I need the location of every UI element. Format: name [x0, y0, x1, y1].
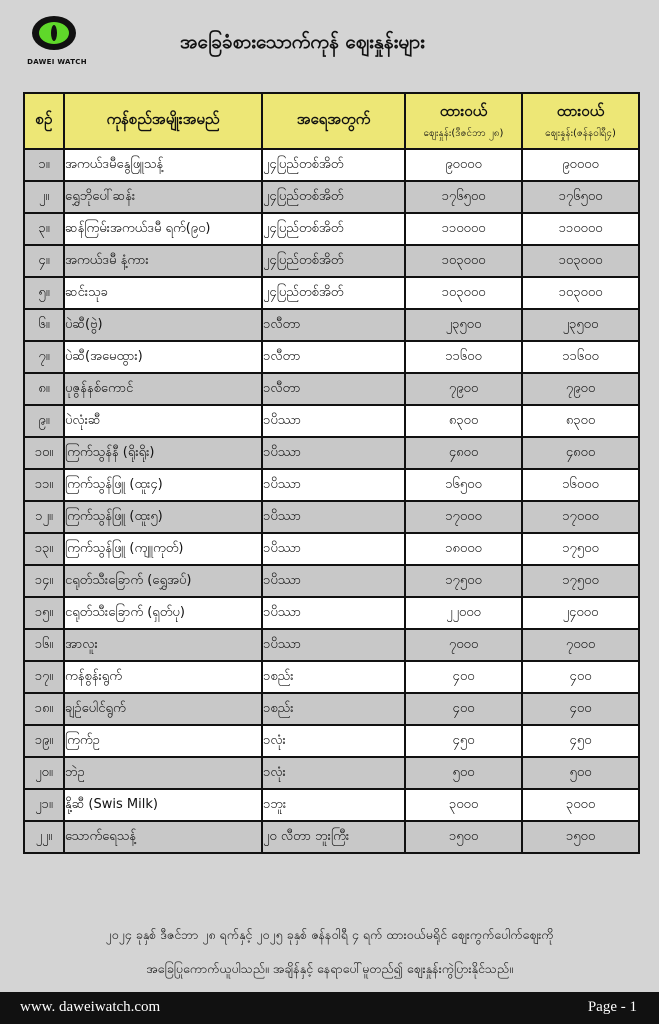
- table-row: [24, 245, 639, 277]
- row-number: ၂၀။: [24, 757, 64, 789]
- item-unit: ၁လုံး: [262, 725, 405, 757]
- item-unit: ၂၄ပြည်တစ်အိတ်: [262, 149, 405, 181]
- table-row: [24, 629, 639, 661]
- item-name: သောက်ရေသန့်: [64, 821, 262, 853]
- page-header: [0, 0, 659, 86]
- item-unit: ၁စည်း: [262, 693, 405, 725]
- table-row: [24, 469, 639, 501]
- price-december: ၈၃၀၀: [405, 405, 522, 437]
- table-row: [24, 725, 639, 757]
- price-january: ၁၆၀၀၀: [522, 469, 639, 501]
- item-name: ကြက်သွန်ဖြူ (ထူး၄): [64, 469, 262, 501]
- page-title: အခြေခံစားသောက်ကုန် ဈေးနှုန်းများ: [180, 31, 425, 53]
- item-name: ငရုတ်သီးခြောက် (ရွှေအပ်): [64, 565, 262, 597]
- logo-text: DAWEI WATCH: [27, 58, 87, 66]
- price-december: ၁၀၃၀၀၀: [405, 277, 522, 309]
- table-row: [24, 565, 639, 597]
- item-unit: ၁ပိဿာ: [262, 469, 405, 501]
- item-name: ပဲလုံးဆီ: [64, 405, 262, 437]
- col-header-no: စဉ်: [24, 93, 64, 149]
- price-december: ၁၁၆၀၀: [405, 341, 522, 373]
- price-january: ၇၀၀၀: [522, 629, 639, 661]
- col-header-price-dec-sub: ဈေးနှုန်း(ဒီဇင်ဘာ ၂၈): [423, 127, 504, 139]
- row-number: ၂။: [24, 181, 64, 213]
- item-unit: ၂၄ပြည်တစ်အိတ်: [262, 245, 405, 277]
- item-name: ပဲဆီ(ဗွဲ): [64, 309, 262, 341]
- item-name: ပဲဆီ(အမေထွား): [64, 341, 262, 373]
- item-unit: ၂၄ပြည်တစ်အိတ်: [262, 277, 405, 309]
- price-january: ၁၇၅၀၀: [522, 533, 639, 565]
- price-january: ၅၀၀: [522, 757, 639, 789]
- item-unit: ၁လုံး: [262, 757, 405, 789]
- price-january: ၄၀၀: [522, 693, 639, 725]
- table-row: [24, 597, 639, 629]
- price-table: [23, 92, 640, 854]
- table-row: [24, 757, 639, 789]
- table-row: [24, 693, 639, 725]
- col-header-price-jan-sub: ဈေးနှုန်း(ဇန်နဝါရီ၄): [545, 127, 616, 139]
- row-number: ၄။: [24, 245, 64, 277]
- price-january: ၈၃၀၀: [522, 405, 639, 437]
- item-name: ဘဲဥ: [64, 757, 262, 789]
- price-january: ၁၁၀၀၀၀: [522, 213, 639, 245]
- row-number: ၁၈။: [24, 693, 64, 725]
- row-number: ၁၃။: [24, 533, 64, 565]
- row-number: ၁၇။: [24, 661, 64, 693]
- item-unit: ၂၄ပြည်တစ်အိတ်: [262, 181, 405, 213]
- price-december: ၁၆၅၀၀: [405, 469, 522, 501]
- item-name: ကြက်သွန်ဖြူ (ထူး၅): [64, 501, 262, 533]
- table-row: [24, 309, 639, 341]
- footer-url[interactable]: www. daweiwatch.com: [20, 999, 161, 1015]
- item-name: အကယ်ဒမီနွေဖြူသန့်: [64, 149, 262, 181]
- item-unit: ၁လီတာ: [262, 373, 405, 405]
- row-number: ၉။: [24, 405, 64, 437]
- item-unit: ၁လီတာ: [262, 309, 405, 341]
- item-name: ရွှေဘိုပေါ်ဆန်း: [64, 181, 262, 213]
- price-january: ၉၀၀၀၀: [522, 149, 639, 181]
- price-december: ၇၉၀၀: [405, 373, 522, 405]
- item-name: ငရုတ်သီးခြောက် (ရှတ်ပု): [64, 597, 262, 629]
- table-row: [24, 181, 639, 213]
- price-december: ၄၀၀: [405, 661, 522, 693]
- row-number: ၁၆။: [24, 629, 64, 661]
- table-row: [24, 373, 639, 405]
- page-number: Page - 1: [587, 999, 637, 1015]
- price-december: ၁၁၀၀၀၀: [405, 213, 522, 245]
- price-december: ၁၇၅၀၀: [405, 565, 522, 597]
- price-january: ၁၁၆၀၀: [522, 341, 639, 373]
- price-january: ၁၅၀၀: [522, 821, 639, 853]
- note-line-1: ၂၀၂၄ ခုနှစ် ဒီဇင်ဘာ ၂၈ ရက်နှင့် ၂၀၂၅ ခုနှစ် ဇန်နဝါရီ ၄ ရက် ထားဝယ်မရိုင် ဈေးကွက်ပေါက်ဈေးကို: [105, 927, 554, 942]
- note-line-2: အခြေပြုကောက်ယူပါသည်။ အချိန်နှင့် နေရာပေါ်မူတည်၍ ဈေးနှုန်းကွဲပြားနိုင်သည်။: [146, 961, 513, 976]
- item-name: ချဉ်ပေါင်ရွက်: [64, 693, 262, 725]
- price-december: ၉၀၀၀၀: [405, 149, 522, 181]
- item-unit: ၂၄ပြည်တစ်အိတ်: [262, 213, 405, 245]
- price-december: ၁၀၃၀၀၀: [405, 245, 522, 277]
- item-unit: ၁ပိဿာ: [262, 437, 405, 469]
- table-row: [24, 661, 639, 693]
- table-row: [24, 405, 639, 437]
- item-name: ကန်စွန်းရွက်: [64, 661, 262, 693]
- col-header-price-jan-title: ထားဝယ်: [556, 101, 605, 120]
- item-unit: ၁ပိဿာ: [262, 533, 405, 565]
- table-row: [24, 501, 639, 533]
- table-row: [24, 277, 639, 309]
- item-name: ကြက်သွန်နီ (ရိုးရိုး): [64, 437, 262, 469]
- col-header-price-jan: [522, 93, 639, 149]
- price-january: ၄၀၀: [522, 661, 639, 693]
- item-name: အကယ်ဒမီ နံ့ကား: [64, 245, 262, 277]
- table-header-row: [24, 93, 639, 149]
- row-number: ၁၄။: [24, 565, 64, 597]
- price-december: ၁၇၀၀၀: [405, 501, 522, 533]
- price-december: ၄၈၀၀: [405, 437, 522, 469]
- price-note: [20, 918, 639, 986]
- eye-icon: [32, 16, 76, 50]
- item-unit: ၁လီတာ: [262, 341, 405, 373]
- col-header-item: ကုန်စည်အမျိုးအမည်: [64, 93, 262, 149]
- price-january: ၁၇၆၅၀၀: [522, 181, 639, 213]
- row-number: ၅။: [24, 277, 64, 309]
- col-header-price-dec-title: ထားဝယ်: [439, 101, 488, 120]
- row-number: ၁၀။: [24, 437, 64, 469]
- price-december: ၃၀၀၀: [405, 789, 522, 821]
- price-december: ၁၇၆၅၀၀: [405, 181, 522, 213]
- price-january: ၁၀၃၀၀၀: [522, 245, 639, 277]
- item-name: အာလူး: [64, 629, 262, 661]
- col-header-price-dec: [405, 93, 522, 149]
- row-number: ၈။: [24, 373, 64, 405]
- price-december: ၇၀၀၀: [405, 629, 522, 661]
- table-row: [24, 533, 639, 565]
- item-unit: ၁ပိဿာ: [262, 565, 405, 597]
- item-name: ပုဇွန်နစ်ကောင်: [64, 373, 262, 405]
- row-number: ၂၂။: [24, 821, 64, 853]
- item-name: ကြက်ဥ: [64, 725, 262, 757]
- item-name: ဆန်ကြမ်းအကယ်ဒမီ ရက်(၉၀): [64, 213, 262, 245]
- price-january: ၄၈၀၀: [522, 437, 639, 469]
- price-january: ၂၃၅၀၀: [522, 309, 639, 341]
- item-name: နို့ဆီ (Swis Milk): [64, 789, 262, 821]
- price-january: ၁၀၃၀၀၀: [522, 277, 639, 309]
- item-name: ဆင်းသုခ: [64, 277, 262, 309]
- table-row: [24, 821, 639, 853]
- row-number: ၇။: [24, 341, 64, 373]
- table-row: [24, 341, 639, 373]
- row-number: ၁၉။: [24, 725, 64, 757]
- price-december: ၁၅၀၀: [405, 821, 522, 853]
- row-number: ၁၁။: [24, 469, 64, 501]
- table-row: [24, 149, 639, 181]
- price-january: ၂၄၀၀၀: [522, 597, 639, 629]
- row-number: ၃။: [24, 213, 64, 245]
- price-december: ၂၃၅၀၀: [405, 309, 522, 341]
- item-unit: ၁ပိဿာ: [262, 597, 405, 629]
- row-number: ၁။: [24, 149, 64, 181]
- price-january: ၇၉၀၀: [522, 373, 639, 405]
- table-row: [24, 789, 639, 821]
- row-number: ၁၂။: [24, 501, 64, 533]
- row-number: ၆။: [24, 309, 64, 341]
- col-header-unit: အရေအတွက်: [262, 93, 405, 149]
- page-footer: [0, 992, 659, 1024]
- price-january: ၁၇၅၀၀: [522, 565, 639, 597]
- item-unit: ၁ပိဿာ: [262, 629, 405, 661]
- item-unit: ၁ပိဿာ: [262, 405, 405, 437]
- item-unit: ၂၀ လီတာ ဘူးကြီး: [262, 821, 405, 853]
- price-december: ၄၅၀: [405, 725, 522, 757]
- price-december: ၄၀၀: [405, 693, 522, 725]
- price-january: ၁၇၀၀၀: [522, 501, 639, 533]
- item-unit: ၁စည်း: [262, 661, 405, 693]
- item-name: ကြက်သွန်ဖြူ (ကျူကုတ်): [64, 533, 262, 565]
- item-unit: ၁ပိဿာ: [262, 501, 405, 533]
- item-unit: ၁ဘူး: [262, 789, 405, 821]
- row-number: ၂၁။: [24, 789, 64, 821]
- table-row: [24, 437, 639, 469]
- price-december: ၅၀၀: [405, 757, 522, 789]
- price-january: ၃၀၀၀: [522, 789, 639, 821]
- price-january: ၄၅၀: [522, 725, 639, 757]
- price-december: ၁၈၀၀၀: [405, 533, 522, 565]
- dawei-watch-logo: [22, 14, 92, 76]
- price-december: ၂၂၀၀၀: [405, 597, 522, 629]
- table-row: [24, 213, 639, 245]
- row-number: ၁၅။: [24, 597, 64, 629]
